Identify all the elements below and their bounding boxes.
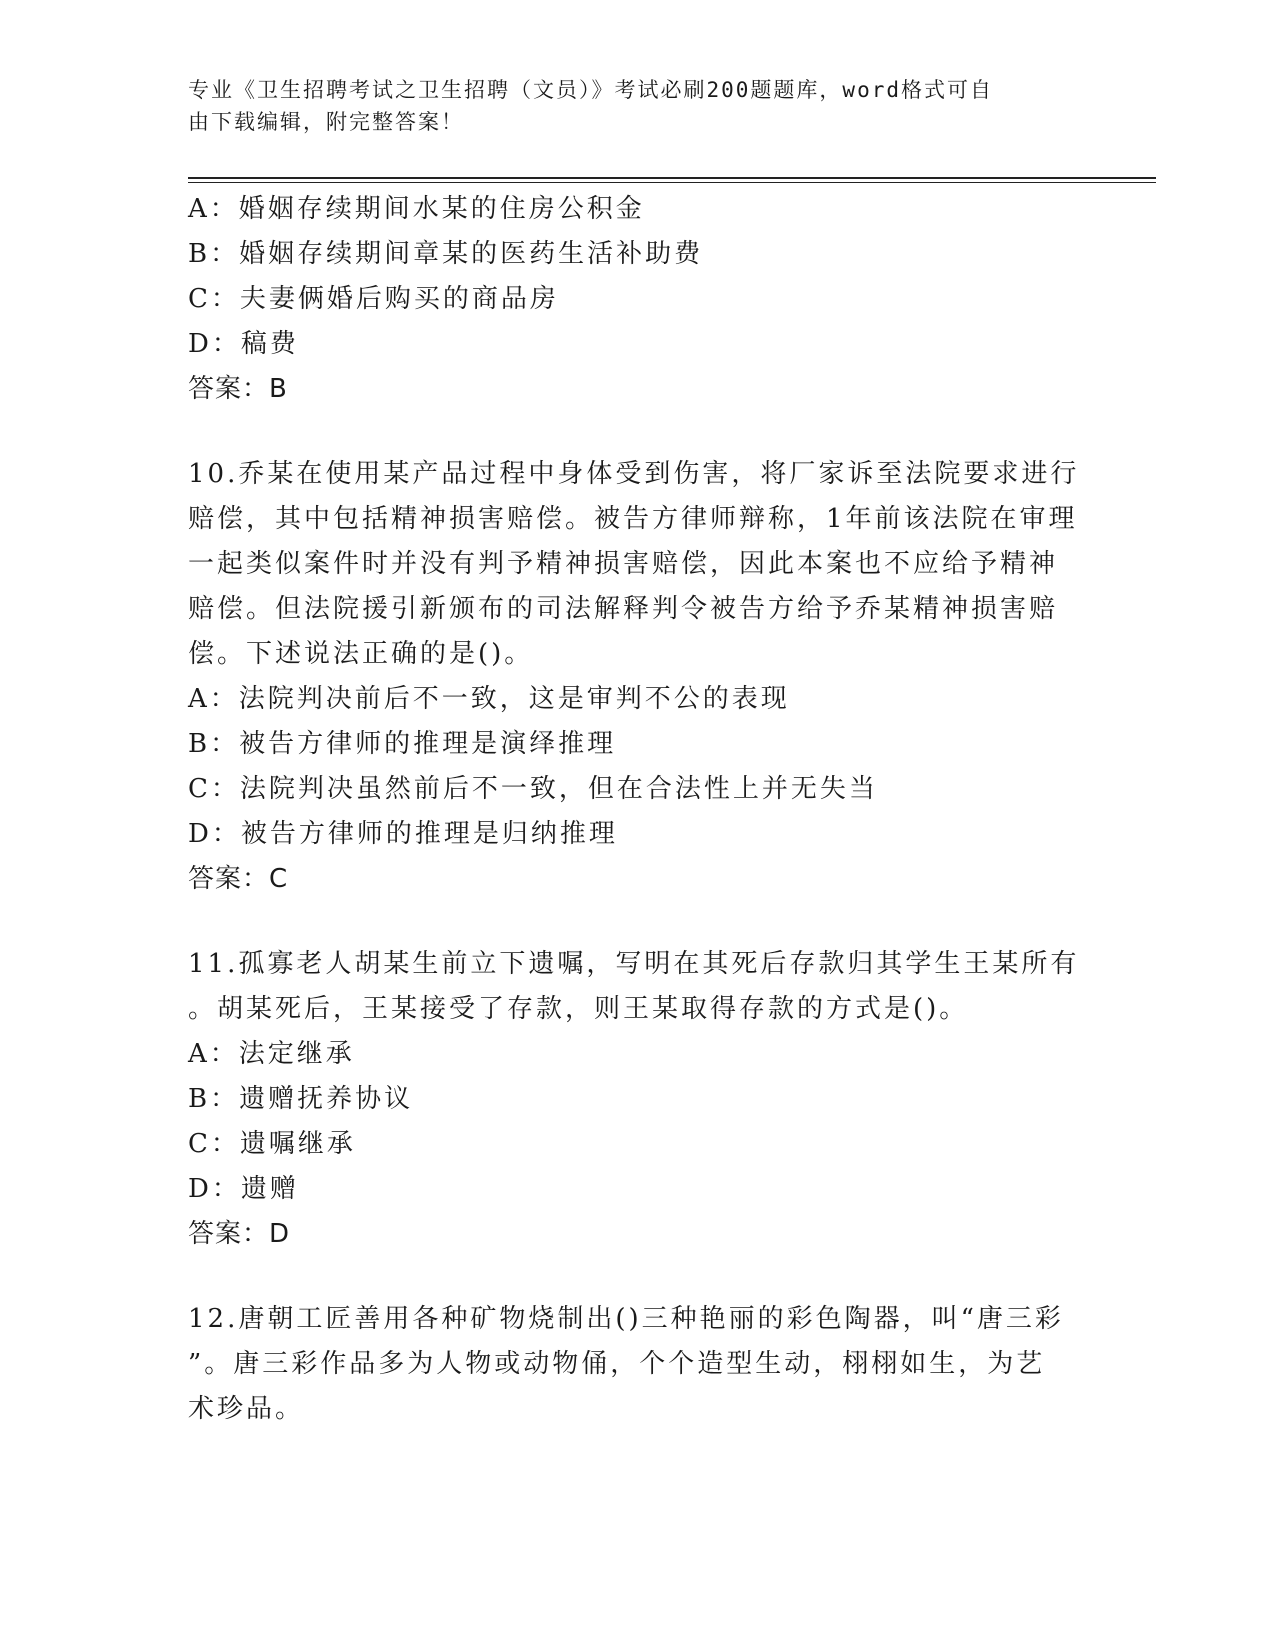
question-9-block bbox=[188, 187, 1088, 412]
question-stem-line: 偿。下述说法正确的是()。 bbox=[188, 639, 534, 669]
option-d: D：被告方律师的推理是归纳推理 bbox=[188, 819, 618, 849]
question-12-block bbox=[188, 1297, 1088, 1432]
option-a: A：法定继承 bbox=[188, 1039, 355, 1069]
question-stem-line: 12.唐朝工匠善用各种矿物烧制出()三种艳丽的彩色陶器，叫“唐三彩 bbox=[188, 1304, 1064, 1334]
document-header bbox=[188, 74, 1068, 138]
question-stem-line: 术珍品。 bbox=[188, 1394, 305, 1424]
spacer bbox=[188, 412, 1088, 452]
option-d: D：稿费 bbox=[188, 329, 299, 359]
header-line: 由下载编辑，附完整答案！ bbox=[188, 110, 464, 134]
option-b: B：婚姻存续期间章某的医药生活补助费 bbox=[188, 239, 704, 269]
question-stem-line: 11.孤寡老人胡某生前立下遗嘱，写明在其死后存款归其学生王某所有 bbox=[188, 949, 1080, 979]
question-stem-line: 赔偿，其中包括精神损害赔偿。被告方律师辩称，1年前该法院在审理 bbox=[188, 504, 1078, 534]
answer-line: 答案：C bbox=[188, 864, 289, 894]
answer-line: 答案：B bbox=[188, 374, 288, 404]
option-d: D：遗赠 bbox=[188, 1174, 299, 1204]
option-c: C：法院判决虽然前后不一致，但在合法性上并无失当 bbox=[188, 774, 878, 804]
question-stem-line: 赔偿。但法院援引新颁布的司法解释判令被告方给予乔某精神损害赔 bbox=[188, 594, 1059, 624]
answer-line: 答案：D bbox=[188, 1219, 291, 1249]
option-b: B：遗赠抚养协议 bbox=[188, 1084, 414, 1114]
spacer bbox=[188, 902, 1088, 942]
question-stem-line: 10.乔某在使用某产品过程中身体受到伤害，将厂家诉至法院要求进行 bbox=[188, 459, 1080, 489]
question-content bbox=[188, 187, 1088, 1432]
question-11-block bbox=[188, 942, 1088, 1257]
question-10-block bbox=[188, 452, 1088, 902]
question-stem-line: 。胡某死后，王某接受了存款，则王某取得存款的方式是()。 bbox=[188, 994, 969, 1024]
header-divider bbox=[188, 177, 1156, 179]
header-divider-thin bbox=[188, 182, 1156, 183]
option-a: A：法院判决前后不一致，这是审判不公的表现 bbox=[188, 684, 790, 714]
option-b: B：被告方律师的推理是演绎推理 bbox=[188, 729, 617, 759]
question-stem-line: ”。唐三彩作品多为人物或动物俑，个个造型生动，栩栩如生，为艺 bbox=[188, 1349, 1046, 1379]
spacer bbox=[188, 1257, 1088, 1297]
option-c: C：夫妻俩婚后购买的商品房 bbox=[188, 284, 559, 314]
header-line: 专业《卫生招聘考试之卫生招聘（文员）》考试必刷200题题库，word格式可自 bbox=[188, 78, 993, 102]
option-c: C：遗嘱继承 bbox=[188, 1129, 356, 1159]
question-stem-line: 一起类似案件时并没有判予精神损害赔偿，因此本案也不应给予精神 bbox=[188, 549, 1059, 579]
option-a: A：婚姻存续期间水某的住房公积金 bbox=[188, 194, 645, 224]
